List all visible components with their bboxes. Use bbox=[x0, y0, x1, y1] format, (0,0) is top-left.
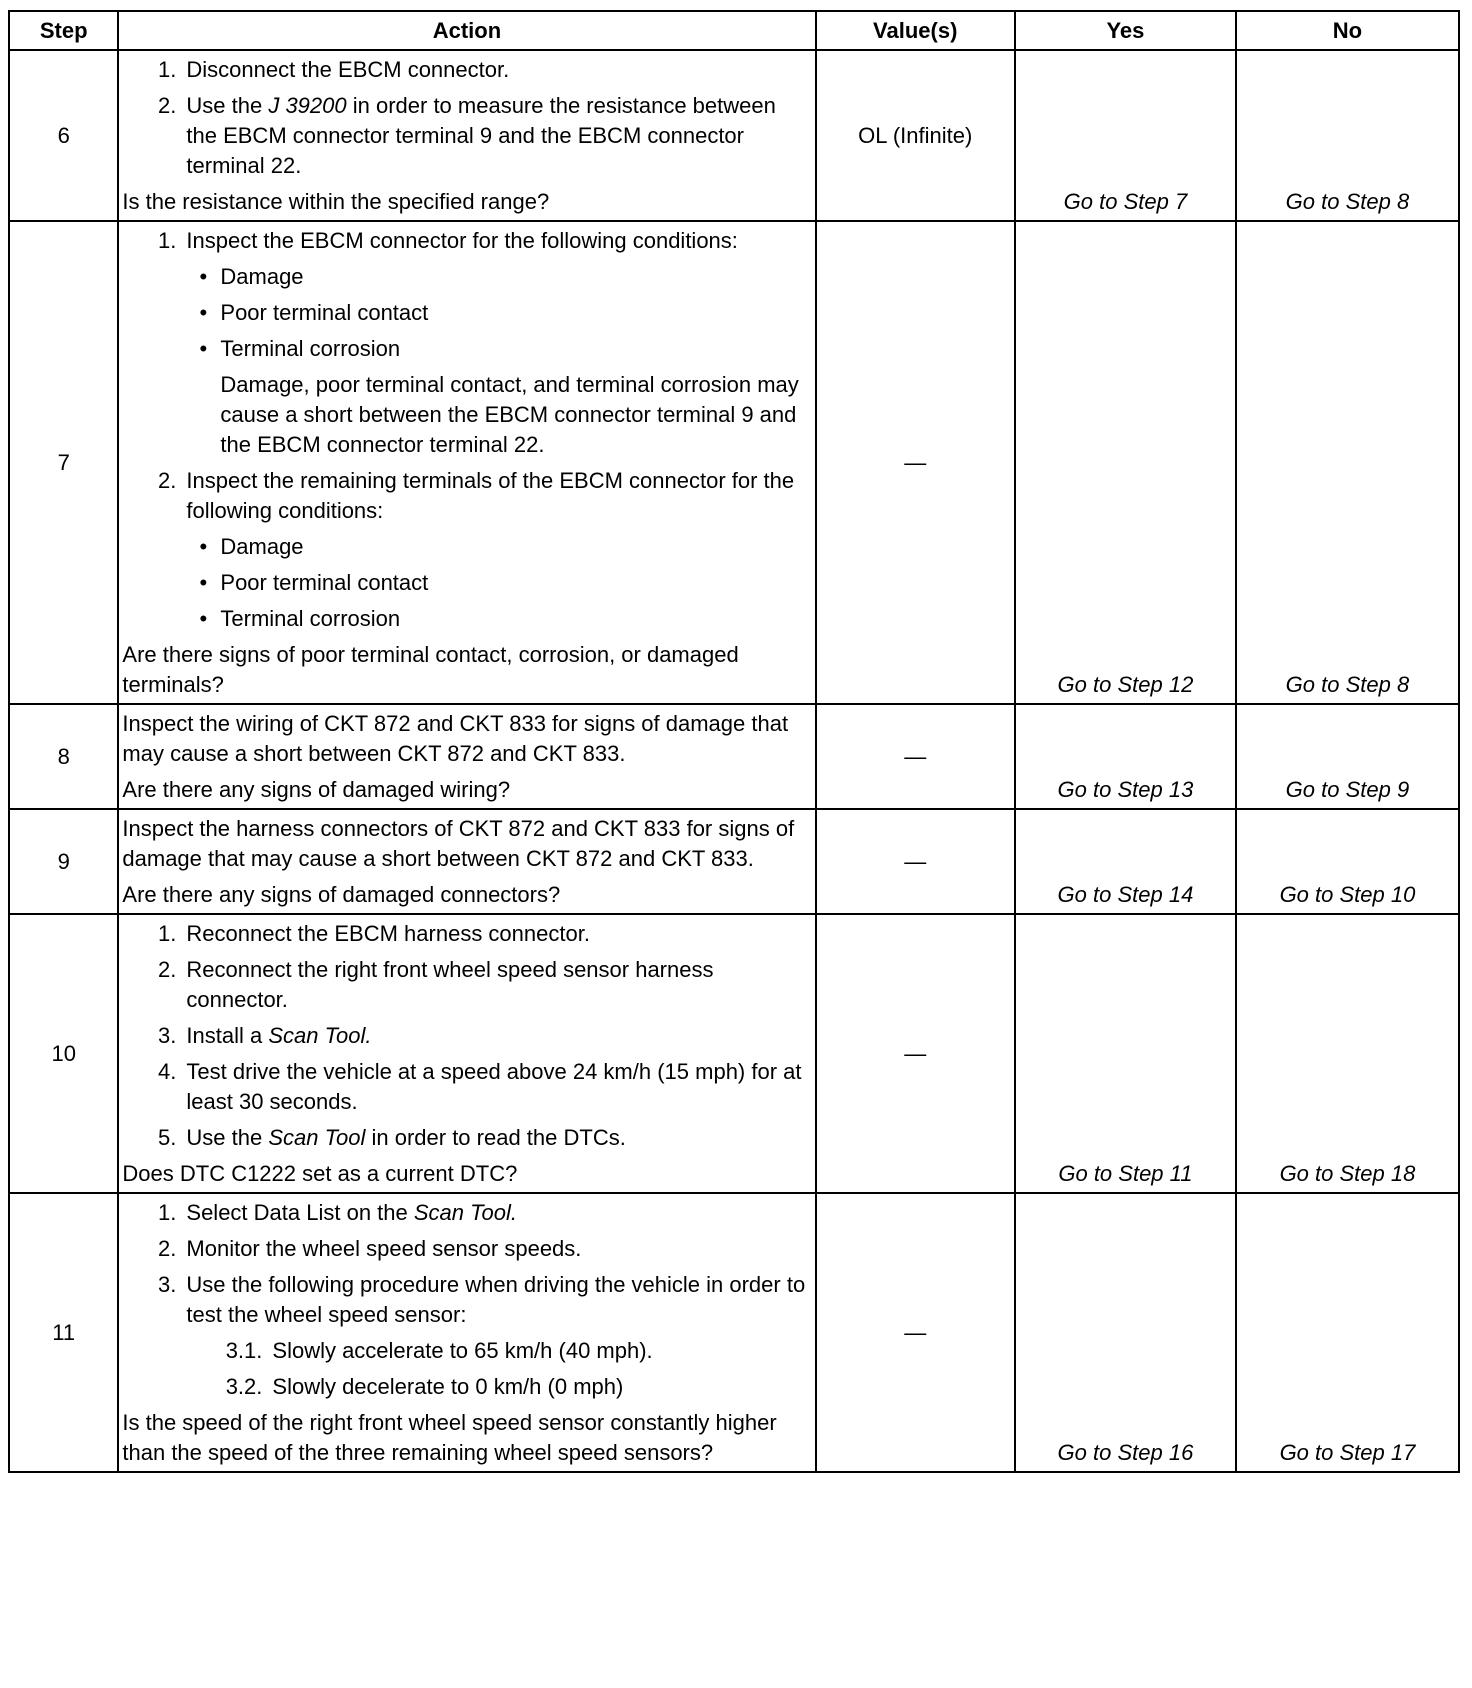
action-question: Are there signs of poor terminal contact, corrosion, or damaged terminals? bbox=[122, 642, 739, 697]
diagnostic-table-page bbox=[8, 10, 1460, 1473]
value-cell: — bbox=[816, 914, 1015, 1193]
item-text: Reconnect the right front wheel speed sensor harness connector. bbox=[186, 957, 714, 1012]
action-text: Inspect the harness connectors of CKT 872 and CKT 833 for signs of damage that may cause a short between CKT 872 and CKT 833. bbox=[122, 816, 795, 871]
item-text: Monitor the wheel speed sensor speeds. bbox=[186, 1236, 582, 1261]
action-item bbox=[148, 1198, 808, 1228]
step-number: 6 bbox=[9, 50, 118, 221]
bullet-item: • Poor terminal contact bbox=[186, 568, 808, 598]
no-result: Go to Step 17 bbox=[1236, 1193, 1459, 1472]
item-text: Install a Scan Tool. bbox=[186, 1023, 372, 1048]
bullet-icon: • bbox=[199, 534, 208, 559]
bullet-item: • Poor terminal contact bbox=[186, 298, 808, 328]
yes-result: Go to Step 16 bbox=[1015, 1193, 1236, 1472]
table-row-step-9 bbox=[9, 809, 1459, 914]
no-result: Go to Step 8 bbox=[1236, 50, 1459, 221]
bullet-item: • Terminal corrosion bbox=[186, 334, 808, 364]
table-row-step-11 bbox=[9, 1193, 1459, 1472]
action-question: Is the resistance within the specified range? bbox=[122, 189, 550, 214]
action-item bbox=[148, 226, 808, 256]
item-number: 2. bbox=[158, 468, 177, 493]
action-item bbox=[148, 55, 808, 85]
header-row bbox=[9, 11, 1459, 50]
action-item bbox=[148, 466, 808, 526]
item-number: 1. bbox=[158, 228, 177, 253]
action-cell bbox=[118, 221, 815, 704]
action-text: Inspect the wiring of CKT 872 and CKT 833 for signs of damage that may cause a short between CKT 872 and CKT 833. bbox=[122, 711, 789, 766]
no-result: Go to Step 9 bbox=[1236, 704, 1459, 809]
action-cell bbox=[118, 809, 815, 914]
action-item bbox=[148, 1021, 808, 1051]
action-cell bbox=[118, 1193, 815, 1472]
item-number: 3. bbox=[158, 1023, 177, 1048]
header-values: Value(s) bbox=[816, 11, 1015, 50]
action-question: Are there any signs of damaged connectors? bbox=[122, 882, 561, 907]
item-text: Inspect the remaining terminals of the EBCM connector for the following conditions: bbox=[186, 468, 795, 523]
value-cell: OL (Infinite) bbox=[816, 50, 1015, 221]
item-number: 3. bbox=[158, 1272, 177, 1297]
table-row-step-7 bbox=[9, 221, 1459, 704]
value-cell: — bbox=[816, 1193, 1015, 1472]
bullet-icon: • bbox=[199, 336, 208, 361]
value-cell: — bbox=[816, 704, 1015, 809]
sub-item bbox=[210, 1336, 808, 1366]
step-number: 11 bbox=[9, 1193, 118, 1472]
item-text: Select Data List on the Scan Tool. bbox=[186, 1200, 518, 1225]
action-note: Damage, poor terminal contact, and terminal corrosion may cause a short between the EBCM connector terminal 9 and the EBCM connector terminal 22. bbox=[220, 372, 799, 457]
value-cell: — bbox=[816, 809, 1015, 914]
item-text: Test drive the vehicle at a speed above 24 km/h (15 mph) for at least 30 seconds. bbox=[186, 1059, 802, 1114]
bullet-icon: • bbox=[199, 570, 208, 595]
sub-item-number: 3.2. bbox=[225, 1374, 263, 1399]
yes-result: Go to Step 14 bbox=[1015, 809, 1236, 914]
item-text: Use the Scan Tool in order to read the DTCs. bbox=[186, 1125, 626, 1150]
action-item bbox=[148, 1123, 808, 1153]
action-question: Are there any signs of damaged wiring? bbox=[122, 777, 511, 802]
item-number: 5. bbox=[158, 1125, 177, 1150]
no-result: Go to Step 10 bbox=[1236, 809, 1459, 914]
sub-item-number: 3.1. bbox=[225, 1338, 263, 1363]
tool-name: Scan Tool. bbox=[413, 1200, 518, 1225]
item-number: 2. bbox=[158, 93, 177, 118]
action-item bbox=[148, 1234, 808, 1264]
table-row-step-6 bbox=[9, 50, 1459, 221]
header-no: No bbox=[1236, 11, 1459, 50]
sub-item-text: Slowly decelerate to 0 km/h (0 mph) bbox=[272, 1374, 624, 1399]
bullet-icon: • bbox=[199, 606, 208, 631]
item-number: 2. bbox=[158, 957, 177, 982]
step-number: 9 bbox=[9, 809, 118, 914]
bullet-icon: • bbox=[199, 300, 208, 325]
table-row-step-8 bbox=[9, 704, 1459, 809]
item-text: Use the following procedure when driving the vehicle in order to test the wheel speed sensor: bbox=[186, 1272, 806, 1327]
bullet-item: • Terminal corrosion bbox=[186, 604, 808, 634]
action-cell bbox=[118, 704, 815, 809]
table-row-step-10 bbox=[9, 914, 1459, 1193]
item-text: Use the J 39200 in order to measure the resistance between the EBCM connector terminal 9 and the EBCM connector terminal 22. bbox=[186, 93, 776, 178]
action-item bbox=[148, 919, 808, 949]
step-number: 7 bbox=[9, 221, 118, 704]
tool-name: Scan Tool. bbox=[268, 1023, 372, 1048]
sub-item-text: Slowly accelerate to 65 km/h (40 mph). bbox=[272, 1338, 653, 1363]
header-action: Action bbox=[118, 11, 815, 50]
action-item bbox=[148, 91, 808, 181]
item-text: Inspect the EBCM connector for the following conditions: bbox=[186, 228, 738, 253]
action-item bbox=[148, 1270, 808, 1330]
sub-item bbox=[210, 1372, 808, 1402]
action-cell bbox=[118, 914, 815, 1193]
header-step: Step bbox=[9, 11, 118, 50]
item-text: Reconnect the EBCM harness connector. bbox=[186, 921, 590, 946]
item-text: Disconnect the EBCM connector. bbox=[186, 57, 510, 82]
no-result: Go to Step 18 bbox=[1236, 914, 1459, 1193]
step-number: 10 bbox=[9, 914, 118, 1193]
item-number: 1. bbox=[158, 57, 177, 82]
tool-name: J 39200 bbox=[268, 93, 347, 118]
yes-result: Go to Step 11 bbox=[1015, 914, 1236, 1193]
item-number: 4. bbox=[158, 1059, 177, 1084]
yes-result: Go to Step 12 bbox=[1015, 221, 1236, 704]
item-number: 2. bbox=[158, 1236, 177, 1261]
value-cell: — bbox=[816, 221, 1015, 704]
no-result: Go to Step 8 bbox=[1236, 221, 1459, 704]
action-question: Does DTC C1222 set as a current DTC? bbox=[122, 1161, 518, 1186]
action-item bbox=[148, 955, 808, 1015]
yes-result: Go to Step 13 bbox=[1015, 704, 1236, 809]
item-number: 1. bbox=[158, 1200, 177, 1225]
diagnostic-table bbox=[8, 10, 1460, 1473]
bullet-icon: • bbox=[199, 264, 208, 289]
bullet-item: • Damage bbox=[186, 262, 808, 292]
tool-name: Scan Tool bbox=[268, 1125, 366, 1150]
action-item bbox=[148, 1057, 808, 1117]
item-number: 1. bbox=[158, 921, 177, 946]
yes-result: Go to Step 7 bbox=[1015, 50, 1236, 221]
action-cell bbox=[118, 50, 815, 221]
bullet-item: • Damage bbox=[186, 532, 808, 562]
step-number: 8 bbox=[9, 704, 118, 809]
action-question: Is the speed of the right front wheel speed sensor constantly higher than the speed of the three remaining wheel speed sensors? bbox=[122, 1410, 777, 1465]
header-yes: Yes bbox=[1015, 11, 1236, 50]
